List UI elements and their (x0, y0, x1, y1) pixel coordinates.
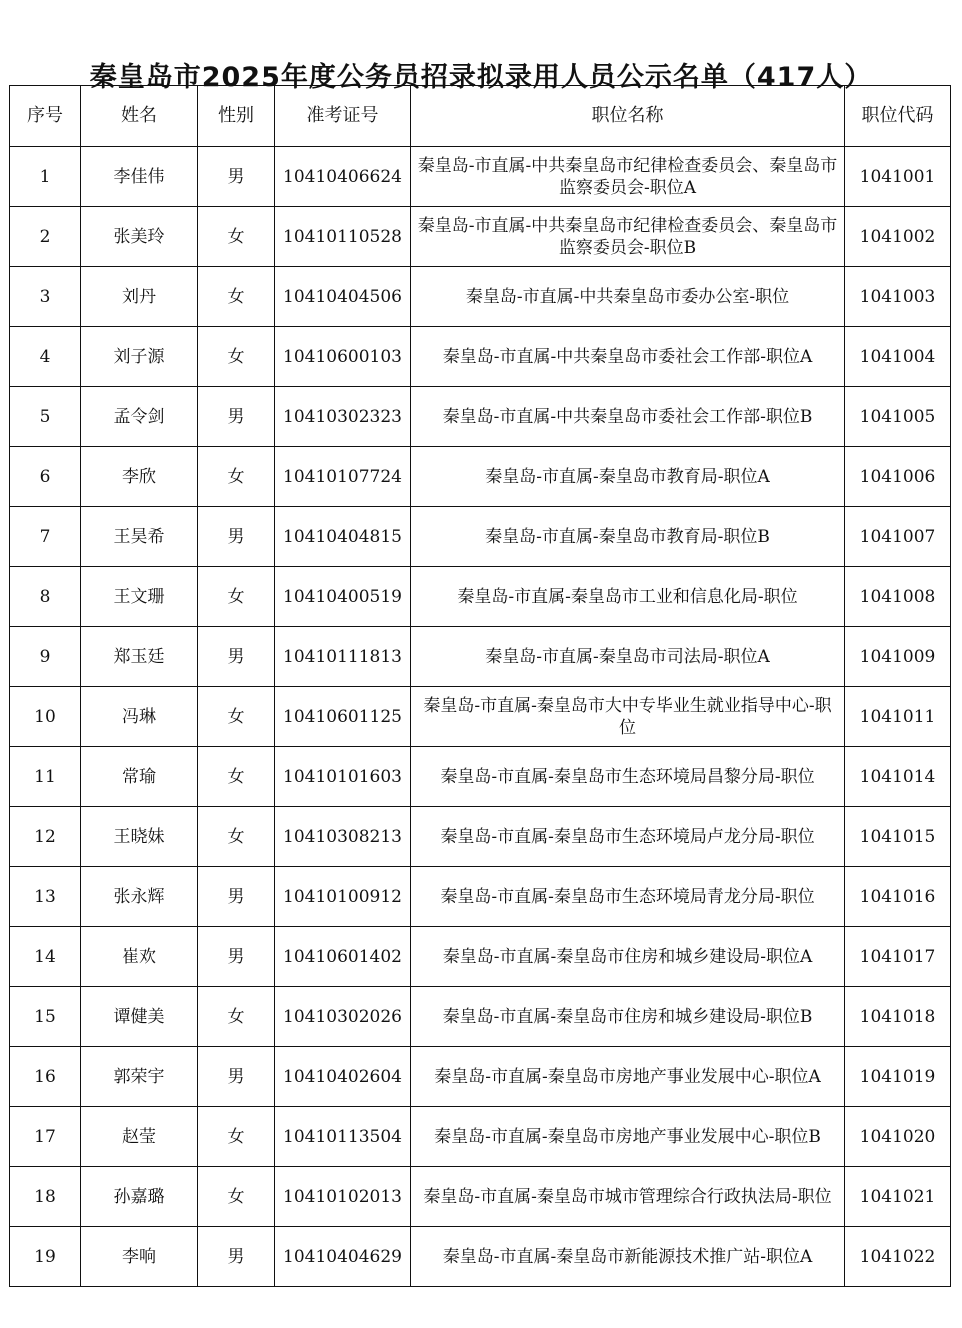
cell-gender: 女 (198, 987, 275, 1047)
header-serial-number: 序号 (10, 86, 81, 147)
cell-position-code: 1041003 (845, 267, 951, 327)
header-name: 姓名 (81, 86, 198, 147)
cell-position-name: 秦皇岛-市直属-秦皇岛市生态环境局青龙分局-职位 (411, 867, 845, 927)
table-row (10, 327, 951, 387)
cell-exam-number: 10410601125 (275, 687, 411, 747)
cell-position-name: 秦皇岛-市直属-中共秦皇岛市委社会工作部-职位A (411, 327, 845, 387)
cell-position-code: 1041009 (845, 627, 951, 687)
cell-gender: 女 (198, 1107, 275, 1167)
cell-position-name: 秦皇岛-市直属-秦皇岛市新能源技术推广站-职位A (411, 1227, 845, 1287)
cell-gender: 男 (198, 147, 275, 207)
cell-gender: 女 (198, 207, 275, 267)
cell-name: 刘丹 (81, 267, 198, 327)
cell-exam-number: 10410400519 (275, 567, 411, 627)
cell-exam-number: 10410102013 (275, 1167, 411, 1227)
cell-position-code: 1041020 (845, 1107, 951, 1167)
cell-name: 谭健美 (81, 987, 198, 1047)
cell-gender: 男 (198, 1227, 275, 1287)
header-position-name: 职位名称 (411, 86, 845, 147)
table-row (10, 747, 951, 807)
cell-exam-number: 10410402604 (275, 1047, 411, 1107)
cell-exam-number: 10410113504 (275, 1107, 411, 1167)
cell-name: 刘子源 (81, 327, 198, 387)
table-row (10, 387, 951, 447)
cell-exam-number: 10410100912 (275, 867, 411, 927)
cell-exam-number: 10410600103 (275, 327, 411, 387)
cell-gender: 女 (198, 807, 275, 867)
cell-exam-number: 10410404629 (275, 1227, 411, 1287)
cell-name: 张美玲 (81, 207, 198, 267)
table-row (10, 927, 951, 987)
cell-position-code: 1041021 (845, 1167, 951, 1227)
cell-serial-number: 11 (10, 747, 81, 807)
cell-position-name: 秦皇岛-市直属-秦皇岛市教育局-职位A (411, 447, 845, 507)
header-gender: 性别 (198, 86, 275, 147)
cell-position-code: 1041015 (845, 807, 951, 867)
cell-serial-number: 6 (10, 447, 81, 507)
cell-position-name: 秦皇岛-市直属-秦皇岛市房地产事业发展中心-职位B (411, 1107, 845, 1167)
table-row (10, 1047, 951, 1107)
table-row (10, 987, 951, 1047)
cell-name: 李欣 (81, 447, 198, 507)
cell-position-name: 秦皇岛-市直属-秦皇岛市生态环境局卢龙分局-职位 (411, 807, 845, 867)
cell-position-name: 秦皇岛-市直属-秦皇岛市教育局-职位B (411, 507, 845, 567)
cell-serial-number: 13 (10, 867, 81, 927)
cell-exam-number: 10410302026 (275, 987, 411, 1047)
table-row (10, 567, 951, 627)
cell-gender: 男 (198, 1047, 275, 1107)
cell-position-code: 1041017 (845, 927, 951, 987)
cell-gender: 女 (198, 327, 275, 387)
table-row (10, 867, 951, 927)
cell-name: 崔欢 (81, 927, 198, 987)
cell-gender: 女 (198, 267, 275, 327)
cell-serial-number: 2 (10, 207, 81, 267)
cell-name: 孙嘉璐 (81, 1167, 198, 1227)
cell-position-name: 秦皇岛-市直属-秦皇岛市大中专毕业生就业指导中心-职位 (411, 687, 845, 747)
table-row (10, 267, 951, 327)
cell-name: 李佳伟 (81, 147, 198, 207)
cell-exam-number: 10410404815 (275, 507, 411, 567)
table-row (10, 1167, 951, 1227)
table-row (10, 507, 951, 567)
cell-position-code: 1041005 (845, 387, 951, 447)
cell-position-name: 秦皇岛-市直属-秦皇岛市房地产事业发展中心-职位A (411, 1047, 845, 1107)
cell-gender: 女 (198, 1167, 275, 1227)
cell-serial-number: 3 (10, 267, 81, 327)
table-row (10, 627, 951, 687)
cell-serial-number: 7 (10, 507, 81, 567)
cell-serial-number: 8 (10, 567, 81, 627)
roster-table (9, 85, 951, 1287)
cell-position-name: 秦皇岛-市直属-秦皇岛市住房和城乡建设局-职位A (411, 927, 845, 987)
cell-position-code: 1041002 (845, 207, 951, 267)
cell-exam-number: 10410110528 (275, 207, 411, 267)
cell-position-name: 秦皇岛-市直属-秦皇岛市生态环境局昌黎分局-职位 (411, 747, 845, 807)
cell-serial-number: 14 (10, 927, 81, 987)
cell-position-name: 秦皇岛-市直属-中共秦皇岛市纪律检查委员会、秦皇岛市监察委员会-职位B (411, 207, 845, 267)
cell-position-code: 1041007 (845, 507, 951, 567)
cell-serial-number: 16 (10, 1047, 81, 1107)
table-row (10, 1227, 951, 1287)
cell-position-name: 秦皇岛-市直属-秦皇岛市城市管理综合行政执法局-职位 (411, 1167, 845, 1227)
cell-gender: 女 (198, 447, 275, 507)
cell-serial-number: 17 (10, 1107, 81, 1167)
cell-exam-number: 10410404506 (275, 267, 411, 327)
cell-exam-number: 10410111813 (275, 627, 411, 687)
table-row (10, 147, 951, 207)
table-row (10, 1107, 951, 1167)
cell-position-name: 秦皇岛-市直属-中共秦皇岛市委办公室-职位 (411, 267, 845, 327)
cell-position-name: 秦皇岛-市直属-秦皇岛市住房和城乡建设局-职位B (411, 987, 845, 1047)
cell-position-name: 秦皇岛-市直属-秦皇岛市司法局-职位A (411, 627, 845, 687)
cell-position-name: 秦皇岛-市直属-秦皇岛市工业和信息化局-职位 (411, 567, 845, 627)
cell-name: 赵莹 (81, 1107, 198, 1167)
cell-exam-number: 10410302323 (275, 387, 411, 447)
cell-exam-number: 10410406624 (275, 147, 411, 207)
cell-exam-number: 10410101603 (275, 747, 411, 807)
cell-position-code: 1041006 (845, 447, 951, 507)
cell-gender: 男 (198, 927, 275, 987)
table-row (10, 687, 951, 747)
header-position-code: 职位代码 (845, 86, 951, 147)
cell-name: 张永辉 (81, 867, 198, 927)
cell-position-code: 1041018 (845, 987, 951, 1047)
cell-name: 冯琳 (81, 687, 198, 747)
cell-serial-number: 1 (10, 147, 81, 207)
table-row (10, 447, 951, 507)
cell-gender: 男 (198, 387, 275, 447)
table-body (10, 147, 951, 1287)
cell-name: 常瑜 (81, 747, 198, 807)
cell-name: 王昊希 (81, 507, 198, 567)
header-exam-number: 准考证号 (275, 86, 411, 147)
cell-gender: 女 (198, 747, 275, 807)
cell-position-code: 1041011 (845, 687, 951, 747)
cell-gender: 男 (198, 507, 275, 567)
cell-serial-number: 10 (10, 687, 81, 747)
table-header-row (10, 86, 951, 147)
cell-serial-number: 9 (10, 627, 81, 687)
cell-gender: 女 (198, 687, 275, 747)
cell-serial-number: 4 (10, 327, 81, 387)
cell-serial-number: 5 (10, 387, 81, 447)
cell-name: 郭荣宇 (81, 1047, 198, 1107)
cell-exam-number: 10410107724 (275, 447, 411, 507)
cell-position-code: 1041019 (845, 1047, 951, 1107)
cell-position-name: 秦皇岛-市直属-中共秦皇岛市纪律检查委员会、秦皇岛市监察委员会-职位A (411, 147, 845, 207)
cell-name: 孟令剑 (81, 387, 198, 447)
cell-position-code: 1041004 (845, 327, 951, 387)
cell-exam-number: 10410601402 (275, 927, 411, 987)
cell-gender: 男 (198, 627, 275, 687)
cell-exam-number: 10410308213 (275, 807, 411, 867)
cell-position-code: 1041008 (845, 567, 951, 627)
cell-name: 王文珊 (81, 567, 198, 627)
cell-gender: 男 (198, 867, 275, 927)
cell-serial-number: 19 (10, 1227, 81, 1287)
table-row (10, 207, 951, 267)
cell-position-code: 1041014 (845, 747, 951, 807)
cell-name: 郑玉廷 (81, 627, 198, 687)
cell-name: 李响 (81, 1227, 198, 1287)
cell-serial-number: 15 (10, 987, 81, 1047)
cell-position-code: 1041022 (845, 1227, 951, 1287)
cell-serial-number: 12 (10, 807, 81, 867)
cell-name: 王晓妹 (81, 807, 198, 867)
cell-serial-number: 18 (10, 1167, 81, 1227)
cell-gender: 女 (198, 567, 275, 627)
cell-position-code: 1041001 (845, 147, 951, 207)
cell-position-name: 秦皇岛-市直属-中共秦皇岛市委社会工作部-职位B (411, 387, 845, 447)
page-title: 秦皇岛市2025年度公务员招录拟录用人员公示名单（417人） (89, 62, 873, 94)
cell-position-code: 1041016 (845, 867, 951, 927)
table-row (10, 807, 951, 867)
